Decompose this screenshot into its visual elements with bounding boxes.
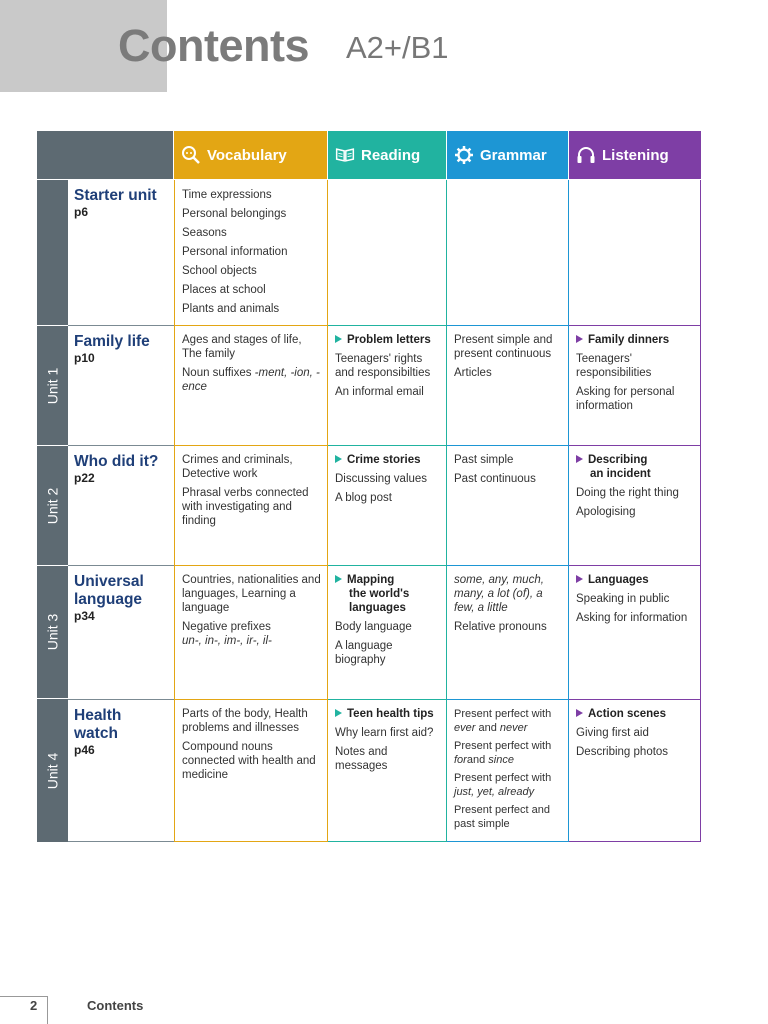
grammar-cell <box>447 326 569 446</box>
reading-cell <box>328 180 447 326</box>
vocab-item: Phrasal verbs connected with investigating and finding <box>182 487 309 527</box>
reading-item: Teenagers' rights and responsibilties <box>335 353 431 379</box>
table-row <box>68 566 701 700</box>
reading-item: A blog post <box>335 492 392 504</box>
vocab-item: Noun suffixes -ment, -ion, -ence <box>182 367 320 393</box>
unit-page: p10 <box>74 351 95 365</box>
play-triangle-icon <box>576 455 583 463</box>
reading-cell <box>328 566 447 700</box>
unit-title[interactable]: Who did it? <box>74 453 159 470</box>
grammar-item: Articles <box>454 367 492 379</box>
unit-3-label: Unit 3 <box>44 613 61 651</box>
listening-feature: Describing an incident <box>576 453 694 481</box>
play-triangle-icon <box>335 455 342 463</box>
unit-title-cell <box>68 180 174 326</box>
listening-cell <box>569 326 701 446</box>
reading-cell <box>328 446 447 566</box>
vocab-item: Crimes and criminals, Detective work <box>182 454 293 480</box>
table-row <box>68 180 701 326</box>
vocab-item: Plants and animals <box>182 303 280 315</box>
reading-item: Body language <box>335 621 412 633</box>
listening-item: Doing the right thing <box>576 487 679 499</box>
vocab-item: Places at school <box>182 284 266 296</box>
unit-title[interactable]: Universal language <box>74 573 144 608</box>
grammar-cell <box>447 566 569 700</box>
header-vocabulary <box>174 131 327 179</box>
play-triangle-icon <box>335 709 342 717</box>
header-listening-label: Listening <box>602 146 669 164</box>
vocab-item: Parts of the body, Health problems and illnesses <box>182 708 308 734</box>
play-triangle-icon <box>576 575 583 583</box>
footer-rule <box>0 996 48 997</box>
grammar-item: Present perfect with just, yet, already <box>454 772 552 798</box>
reading-item: An informal email <box>335 386 424 398</box>
grammar-item: Relative pronouns <box>454 621 547 633</box>
listening-feature: Languages <box>576 573 694 587</box>
listening-item: Asking for information <box>576 612 688 624</box>
reading-item: A language biography <box>335 640 393 666</box>
header-reading-label: Reading <box>361 146 421 164</box>
headphones-icon <box>576 145 596 165</box>
table-row <box>68 326 701 446</box>
grammar-item: some, any, much, many, a lot (of), a few, a little <box>454 574 544 614</box>
unit-1-label: Unit 1 <box>44 367 61 404</box>
starter-unit-band <box>37 180 68 325</box>
unit-4-label: Unit 4 <box>44 752 61 789</box>
footer-title: Contents <box>87 998 144 1013</box>
grammar-item: Present perfect with forand since <box>454 740 552 766</box>
play-triangle-icon <box>335 335 342 343</box>
reading-feature: Crime stories <box>335 453 440 467</box>
vocab-item: School objects <box>182 265 257 277</box>
grammar-cell <box>447 700 569 842</box>
play-triangle-icon <box>576 709 583 717</box>
header-grammar <box>447 131 568 179</box>
level-label: A2+/B1 <box>346 30 449 65</box>
vocab-item: Seasons <box>182 227 227 239</box>
unit-page: p34 <box>74 609 95 623</box>
header-listening <box>569 131 701 179</box>
magnifier-icon <box>181 145 201 165</box>
gear-icon <box>454 145 474 165</box>
listening-item: Describing photos <box>576 746 669 758</box>
grammar-item: Past continuous <box>454 473 536 485</box>
reading-feature: Problem letters <box>335 333 440 347</box>
listening-cell <box>569 446 701 566</box>
unit-title[interactable]: Health watch <box>74 707 122 742</box>
listening-item: Asking for personal information <box>576 386 675 412</box>
vocab-item: Time expressions <box>182 189 272 201</box>
unit-title-cell <box>68 446 174 566</box>
reading-cell <box>328 700 447 842</box>
header-grammar-label: Grammar <box>480 146 547 164</box>
reading-item: Discussing values <box>335 473 428 485</box>
grammar-cell <box>447 446 569 566</box>
page-number: 2 <box>30 998 38 1013</box>
vocabulary-cell <box>174 446 328 566</box>
header-vocabulary-label: Vocabulary <box>207 146 287 164</box>
listening-item: Giving first aid <box>576 727 649 739</box>
play-triangle-icon <box>335 575 342 583</box>
vocab-item: Personal information <box>182 246 288 258</box>
listening-item: Speaking in public <box>576 593 670 605</box>
grammar-item: Present perfect and past simple <box>454 804 551 830</box>
page-title: Contents <box>118 20 309 71</box>
open-book-icon <box>335 145 355 165</box>
listening-item: Apologising <box>576 506 636 518</box>
unit-title[interactable]: Family life <box>74 333 150 350</box>
vocab-item: Countries, nationalities and languages, Learning a language <box>182 574 321 614</box>
unit-page: p22 <box>74 471 95 485</box>
vocab-item: Personal belongings <box>182 208 287 220</box>
header-reading <box>328 131 446 179</box>
reading-cell <box>328 326 447 446</box>
listening-feature: Family dinners <box>576 333 694 347</box>
vocabulary-cell <box>174 326 328 446</box>
vocabulary-cell <box>174 180 328 326</box>
unit-page: p46 <box>74 743 95 757</box>
table-row <box>68 446 701 566</box>
unit-title[interactable]: Starter unit <box>74 187 157 204</box>
unit-title-cell <box>68 566 174 700</box>
vocabulary-cell <box>174 700 328 842</box>
vocab-item: Compound nouns connected with health and medicine <box>182 741 316 781</box>
header-corner <box>37 131 173 179</box>
grammar-item: Present perfect with ever and never <box>454 708 552 734</box>
unit-page: p6 <box>74 205 89 219</box>
table-row <box>68 700 701 842</box>
reading-feature: Mapping the world's languages <box>335 573 440 615</box>
unit-title-cell <box>68 326 174 446</box>
listening-item: Teenagers' responsibilities <box>576 353 652 379</box>
vocabulary-cell <box>174 566 328 700</box>
reading-feature: Teen health tips <box>335 707 440 721</box>
listening-feature: Action scenes <box>576 707 694 721</box>
grammar-item: Present simple and present continuous <box>454 334 553 360</box>
contents-table <box>37 131 701 842</box>
reading-item: Why learn first aid? <box>335 727 434 739</box>
play-triangle-icon <box>576 335 583 343</box>
grammar-item: Past simple <box>454 454 514 466</box>
listening-cell <box>569 566 701 700</box>
footer-divider <box>47 996 48 1024</box>
listening-cell <box>569 180 701 326</box>
vocab-item: Ages and stages of life, The family <box>182 334 302 360</box>
unit-2-label: Unit 2 <box>44 487 61 524</box>
grammar-cell <box>447 180 569 326</box>
listening-cell <box>569 700 701 842</box>
reading-item: Notes and messages <box>335 746 388 772</box>
unit-title-cell <box>68 700 174 842</box>
vocab-item: Negative prefixes un-, in-, im-, ir-, il- <box>182 621 272 647</box>
